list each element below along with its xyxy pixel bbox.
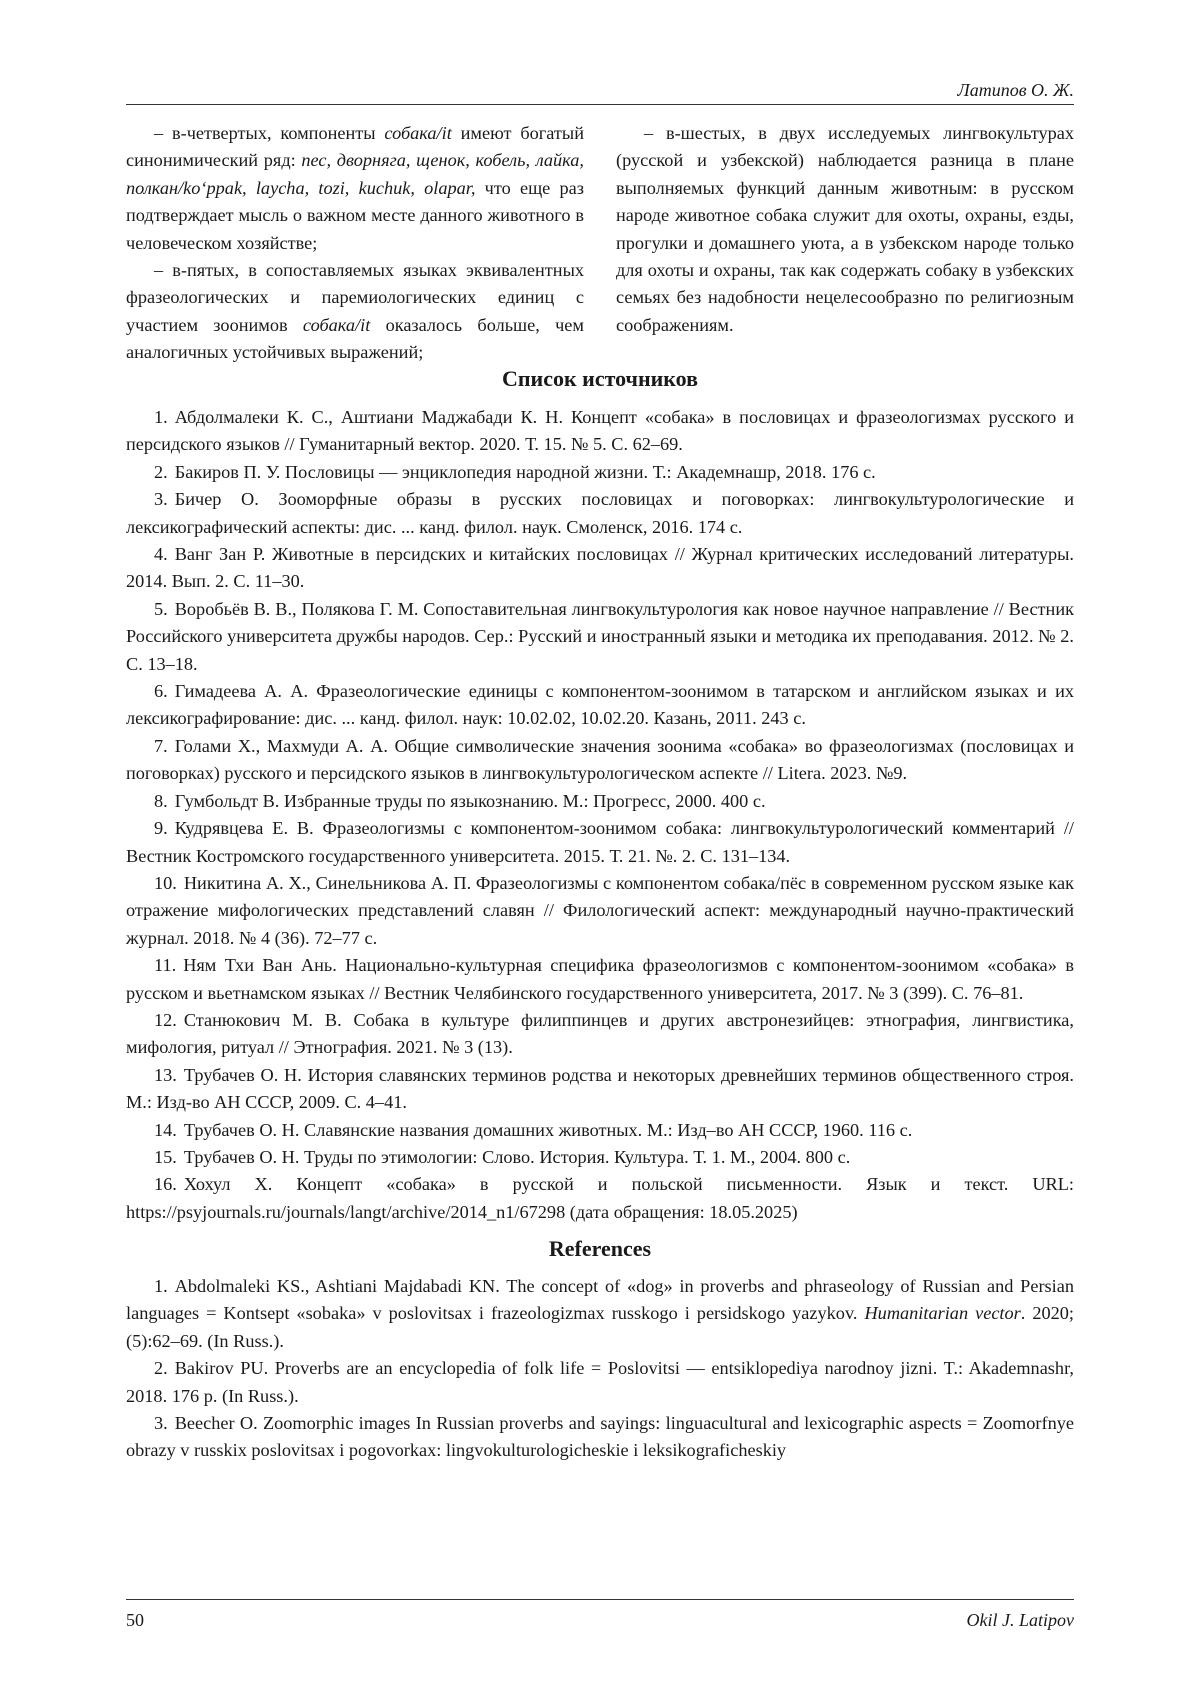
text-run: имеют богатый синонимический ряд: (126, 123, 584, 171)
text-run: Бакиров П. У. Пословицы — энциклопедия народной жизни. Т.: Академнашр, 2018. 176 с. (174, 461, 876, 482)
item-number: 14. (154, 1119, 177, 1140)
sources-item (126, 733, 1074, 788)
right-column (616, 120, 1074, 367)
italic-text: собака/it (384, 123, 452, 143)
footer-author: Okil J. Latipov (966, 1610, 1074, 1630)
sources-item (126, 1144, 1074, 1171)
text-run: Голами Х., Махмуди А. А. Общие символические значения зоонима «собака» во фразеологизмах (пословицах и поговорках) русского и персидского языков в лингвокультурологическом аспекте // Litera. 2023. №9. (126, 735, 1074, 784)
text-run: Абдолмалеки К. С., Аштиани Маджабади К. Н. Концепт «собака» в пословицах и фразеологизмах русского и персидского языков // Гуманитарный вектор. 2020. Т. 15. № 5. С. 62–69. (126, 407, 1074, 455)
italic-text: собака/it (302, 314, 371, 335)
sources-item (126, 486, 1074, 541)
sources-item (126, 1117, 1074, 1144)
text-run: Трубачев О. Н. Труды по этимологии: Слово. История. Культура. Т. 1. М., 2004. 800 с. (183, 1146, 851, 1167)
item-number: 15. (154, 1146, 177, 1167)
item-number: 8. (154, 790, 168, 811)
item-number: 16. (154, 1174, 177, 1195)
item-number: 5. (154, 598, 168, 619)
text-run: Гимадеева А. А. Фразеологические единицы с компонентом-зоонимом в татарском и английском языках и их лексикографирование: дис. ... канд. филол. наук: 10.02.02, 10.02.20. Казань, 2011. 243 с. (126, 681, 1074, 729)
sources-item (126, 596, 1074, 678)
references-title: References (548, 1236, 652, 1261)
item-number: 2. (154, 1358, 168, 1379)
sources-item (126, 459, 1074, 486)
sources-item (126, 870, 1074, 952)
text-run: Bakirov PU. Proverbs are an encyclopedia of folk life = Poslovitsi — entsiklopediya narodnoy jizni. T.: Akademnashr, 2018. 176 p. (In Russ.). (126, 1358, 1074, 1406)
italic-text: Humanitarian vector (864, 1303, 1021, 1324)
text-run: . 2020;(5):62–69. (In Russ.). (126, 1303, 1074, 1351)
references-item (126, 1410, 1074, 1465)
sources-item (126, 952, 1074, 1007)
sources-item (126, 541, 1074, 596)
sources-item (126, 1062, 1074, 1117)
header-rule (126, 104, 1074, 105)
text-run: Ванг Зан Р. Животные в персидских и китайских пословицах // Журнал критических исследований литературы. 2014. Вып. 2. С. 11–30. (126, 544, 1074, 592)
item-number: 12. (154, 1009, 177, 1030)
text-run: Бичер О. Зооморфные образы в русских пословицах и поговорках: лингвокультурологические и лексикографический аспекты: дис. ... канд. филол. наук. Смоленск, 2016. 174 с. (126, 489, 1074, 537)
body-columns (126, 120, 1074, 367)
text-run: Трубачев О. Н. Славянские названия домашних животных. М.: Изд–во АН СССР, 1960. 116 с. (183, 1119, 913, 1140)
references-item (126, 1273, 1074, 1355)
text-run: Abdolmaleki KS., Ashtiani Majdabadi KN. The concept of «dog» in proverbs and phraseology of Russian and Persian languages = Kontsept «sobaka» v poslovitsax i frazeologizmax russkogo i persidskogo yazykov. (126, 1276, 1074, 1324)
text-run: – в-четвертых, компоненты (154, 123, 385, 143)
sources-item (126, 788, 1074, 815)
text-run: Ням Тхи Ван Ань. Национально-культурная специфика фразеологизмов с компонентом-зоонимом «собака» в русском и вьетнамском языках // Вестник Челябинского государственного университета, 2017. № 3 (399). С. 76–81. (126, 955, 1074, 1003)
item-number: 3. (154, 1413, 168, 1434)
item-number: 2. (154, 461, 168, 482)
item-number: 7. (154, 735, 168, 756)
text-run: Гумбольдт В. Избранные труды по языкознанию. М.: Прогресс, 2000. 400 с. (174, 790, 766, 811)
item-number: 1. (154, 407, 168, 427)
sources-list (126, 404, 1074, 1226)
item-number: 4. (154, 544, 168, 565)
text-run: Воробьёв В. В., Полякова Г. М. Сопоставительная лингвокультурология как новое научное направление // Вестник Российского университета дружбы народов. Сер.: Русский и иностранный языки и методика их преподавания. 2012. № 2. С. 13–18. (126, 598, 1074, 674)
page-number: 50 (126, 1610, 144, 1630)
references-item (126, 1355, 1074, 1410)
sources-item (126, 815, 1074, 870)
text-run: – в-пятых, в сопоставляемых языках эквивалентных фразеологических и паремиологических единиц с участием зоонимов (126, 260, 584, 335)
sources-item (126, 1007, 1074, 1062)
item-number: 3. (154, 489, 168, 510)
footer-rule (126, 1599, 1074, 1600)
item-number: 1. (154, 1276, 168, 1296)
text-run: Станюкович М. В. Собака в культуре филиппинцев и других австронезийцев: этнография, лингвистика, мифология, ритуал // Этнография. 2021. № 3 (13). (126, 1009, 1074, 1058)
references-list (126, 1273, 1074, 1465)
body-paragraph (126, 257, 584, 367)
running-head: Латипов О. Ж. (957, 80, 1074, 100)
sources-item (126, 404, 1074, 459)
text-run: – в-шестых, в двух исследуемых лингвокультурах (русской и узбекской) наблюдается разница в плане выполняемых функций данным животным: в русском народе животное собака служит для охоты, охраны, езды, прогулки и домашнего уюта, а в узбекском народе только для охоты и охраны, так как содержать собаку в узбекских семьях без надобности нецелесообразно по религиозным соображениям. (616, 123, 1074, 335)
item-number: 11. (154, 955, 177, 976)
sources-item (126, 1171, 1074, 1226)
text-run: оказалось больше, чем аналогичных устойчивых выражений; (126, 314, 584, 363)
sources-item (126, 678, 1074, 733)
text-run: Трубачев О. Н. История славянских терминов родства и некоторых древнейших терминов общественного строя. М.: Изд-во АН СССР, 2009. С. 4–41. (126, 1064, 1074, 1113)
text-run: что еще раз подтверждает мысль о важном месте данного животного в человеческом хозяйстве; (126, 177, 584, 253)
item-number: 10. (154, 872, 177, 893)
body-paragraph (616, 120, 1074, 339)
text-run: Никитина А. Х., Синельникова А. П. Фразеологизмы с компонентом собака/пёс в современном русском языке как отражение мифологических представлений славян // Филологический аспект: международный научно-практический журнал. 2018. № 4 (36). 72–77 с. (126, 872, 1074, 948)
text-run: Кудрявцева Е. В. Фразеологизмы с компонентом-зоонимом собака: лингвокультурологический комментарий // Вестник Костромского государственного университета. 2015. Т. 21. №. 2. С. 131–134. (126, 818, 1074, 866)
sources-title: Список источников (501, 366, 699, 391)
left-column (126, 120, 584, 367)
italic-text: пес, дворняга, щенок, кобель, лайка, полкан/ko‘ppak, laycha, tozi, kuchuk, olapar, (126, 150, 584, 198)
text-run: Хохул Х. Концепт «собака» в русской и польской письменности. Язык и текст. URL: https://psyjournals.ru/journals/langt/archive/2014_n1/67298 (дата обращения: 18.05.2025) (126, 1174, 1074, 1222)
text-run: Beecher O. Zoomorphic images In Russian proverbs and sayings: linguacultural and lexicographic aspects = Zoomorfnye obrazy v russkix poslovitsax i pogovorkax: lingvokulturologicheskie i leksikograficheskiy (126, 1413, 1074, 1461)
item-number: 13. (154, 1064, 177, 1085)
body-paragraph (126, 120, 584, 257)
item-number: 6. (154, 681, 168, 702)
item-number: 9. (154, 818, 168, 839)
